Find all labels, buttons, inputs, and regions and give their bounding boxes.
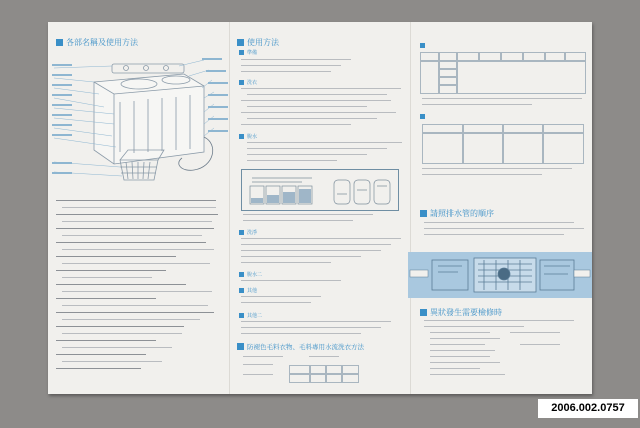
section-heading-usage (237, 37, 279, 48)
bullet-square-icon (420, 309, 427, 316)
subheading-prepare (239, 49, 257, 56)
table-one-label (420, 43, 425, 48)
subheading-spin-two (239, 271, 262, 278)
panel-reference (410, 22, 592, 394)
subheading-other-text: 其他 (247, 288, 258, 294)
subheading-prepare-text: 準備 (247, 50, 258, 56)
subheading-rinse-text: 洗淨 (247, 230, 258, 236)
bullet-square-icon (239, 50, 244, 55)
section-heading-usage-text: 使用方法 (247, 38, 279, 47)
callout-tag (52, 84, 72, 86)
bullet-square-icon (420, 114, 425, 119)
bullet-square-icon (239, 134, 244, 139)
bullet-square-icon (420, 43, 425, 48)
subheading-spin (239, 133, 257, 140)
subheading-spin-two-text: 脫水二 (247, 272, 263, 278)
water-level-illustration (242, 170, 398, 210)
panel-parts-and-usage (48, 22, 230, 394)
section-heading-parts-text: 各部名稱及使用方法 (66, 38, 138, 47)
bullet-square-icon (56, 39, 63, 46)
brochure (48, 22, 592, 394)
callout-tag (52, 134, 72, 136)
subheading-wash-text: 洗衣 (247, 80, 258, 86)
subheading-other-two-text: 其他二 (247, 313, 263, 319)
section-heading-trouble-text: 異狀發生需要檢修時 (430, 308, 502, 317)
callout-tag (52, 64, 72, 66)
archive-number-label: 2006.002.0757 (538, 399, 638, 418)
subheading-other (239, 287, 257, 294)
subheading-wash (239, 79, 257, 86)
bullet-square-icon (239, 288, 244, 293)
bullet-square-icon (239, 230, 244, 235)
section-heading-wool-text: 防褪色毛料衣物、毛料專用水流洗衣方法 (247, 343, 364, 351)
section-heading-parts (56, 37, 138, 48)
washing-machine-diagram (54, 52, 224, 187)
section-heading-drain (420, 208, 494, 219)
callout-tag (208, 118, 228, 120)
subheading-spin-text: 脫水 (247, 134, 258, 140)
bullet-square-icon (239, 313, 244, 318)
callout-tag (52, 74, 72, 76)
callout-tag (208, 130, 228, 132)
bullet-square-icon (237, 39, 244, 46)
panel-usage-method (229, 22, 411, 394)
water-level-diagram (241, 169, 399, 211)
section-heading-trouble (420, 307, 502, 318)
callout-tag (206, 70, 226, 72)
subheading-other-two (239, 312, 262, 319)
subheading-rinse (239, 229, 257, 236)
callout-tag (52, 104, 72, 106)
bullet-square-icon (237, 343, 244, 350)
callout-tag (52, 114, 72, 116)
callout-tag (208, 82, 228, 84)
section-heading-drain-text: 請照排水管的順序 (430, 209, 494, 218)
callout-tag (202, 58, 222, 60)
drain-illustration (408, 252, 592, 298)
callout-tag (52, 124, 72, 126)
callout-tag (52, 162, 72, 164)
section-heading-wool (237, 342, 364, 351)
callout-tag (208, 94, 228, 96)
callout-tag (208, 106, 228, 108)
bullet-square-icon (239, 272, 244, 277)
callout-tag (52, 172, 72, 174)
drain-hose-illustration (408, 252, 592, 298)
bullet-square-icon (420, 210, 427, 217)
bullet-square-icon (239, 80, 244, 85)
table-two-label (420, 114, 425, 119)
callout-tag (52, 94, 72, 96)
